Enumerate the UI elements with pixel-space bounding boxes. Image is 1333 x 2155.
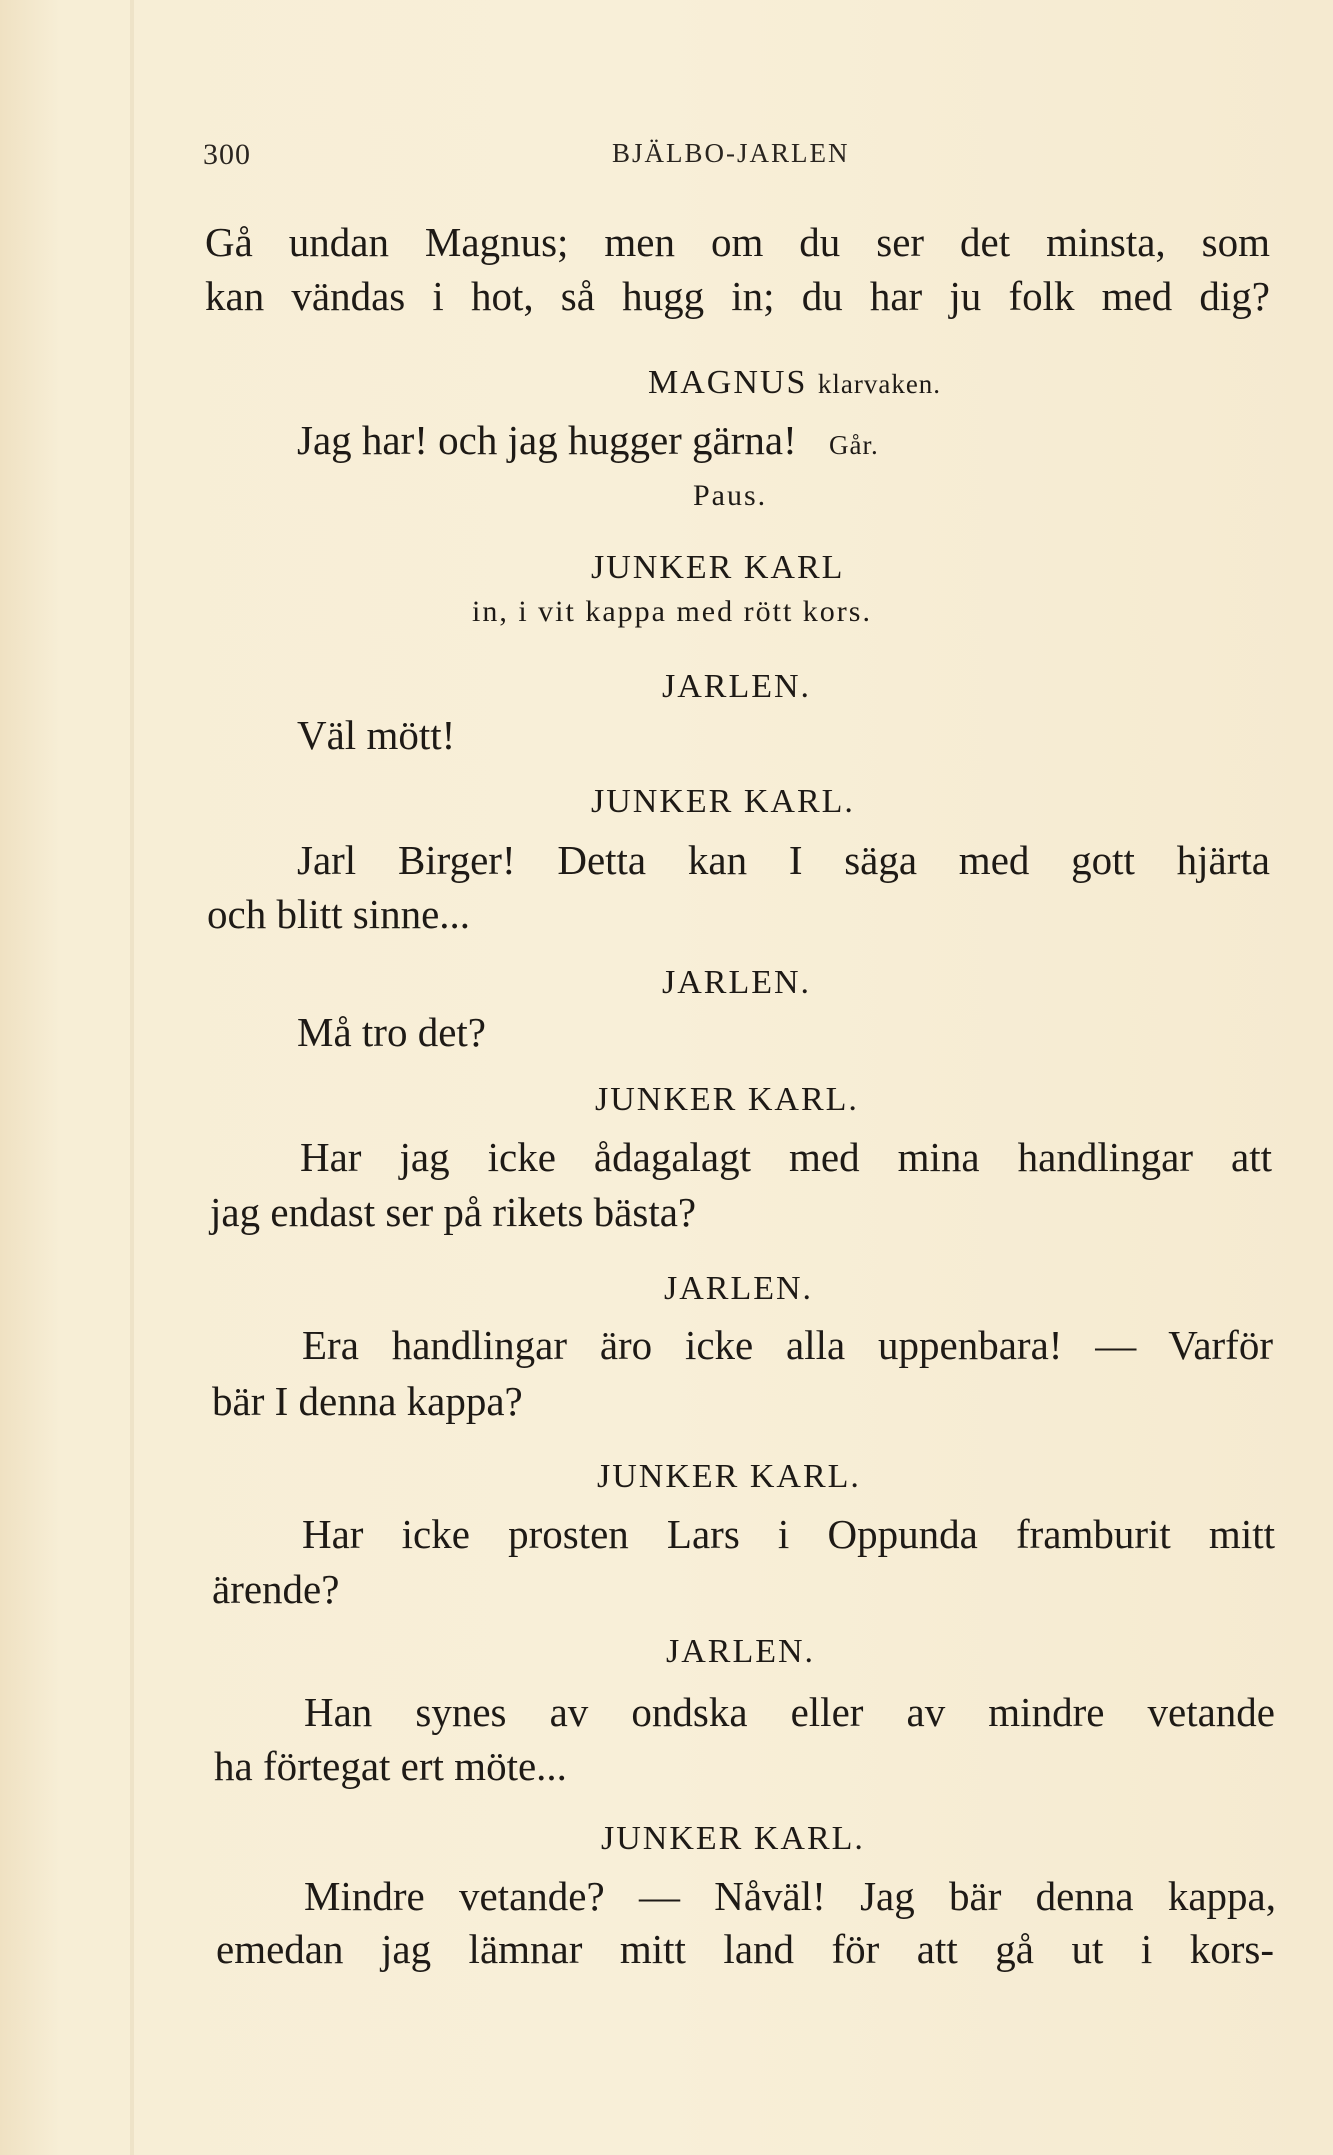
- speaker-name: JUNKER KARL.: [597, 1458, 861, 1495]
- stage-direction: in, i vit kappa med rött kors.: [472, 595, 872, 628]
- dialogue-text: Jag har! och jag hugger gärna!: [297, 417, 797, 463]
- text-line: Jarl Birger! Detta kan I säga med gott hjärta: [297, 837, 1270, 883]
- text-line: Har icke prosten Lars i Oppunda framburit mitt: [302, 1511, 1275, 1557]
- speaker-name: JARLEN.: [666, 1633, 816, 1670]
- text-line: och blitt sinne...: [207, 891, 471, 937]
- text-line: Må tro det?: [297, 1009, 486, 1055]
- text-line: jag endast ser på rikets bästa?: [210, 1189, 697, 1235]
- text-line: Han synes av ondska eller av mindre vetande: [304, 1689, 1275, 1735]
- stage-direction: klarvaken.: [817, 369, 942, 399]
- speaker-name: JUNKER KARL.: [591, 783, 855, 820]
- text-line: Väl mött!: [297, 712, 456, 758]
- speaker-name: JUNKER KARL: [591, 549, 845, 586]
- speaker-name: JUNKER KARL.: [601, 1820, 865, 1857]
- text-line: bär I denna kappa?: [212, 1378, 523, 1424]
- text-line: [297, 417, 879, 463]
- text-line: ha förtegat ert möte...: [214, 1743, 567, 1789]
- speaker-name: JARLEN.: [664, 1270, 814, 1307]
- text-line: Gå undan Magnus; men om du ser det minsta, som: [205, 219, 1270, 265]
- speaker-label: MAGNUS: [648, 364, 808, 401]
- text-line: kan vändas i hot, så hugg in; du har ju folk med dig?: [205, 273, 1270, 319]
- text-line: Mindre vetande? — Nåväl! Jag bär denna kappa,: [304, 1873, 1276, 1919]
- speaker-name: JARLEN.: [662, 964, 812, 1001]
- stage-direction: Paus.: [693, 479, 768, 512]
- speaker-name: [648, 366, 941, 400]
- page-number: 300: [203, 138, 251, 171]
- speaker-name: JARLEN.: [662, 668, 812, 705]
- page-gutter-shadow: [130, 0, 134, 2155]
- text-line: ärende?: [212, 1566, 340, 1612]
- speaker-name: JUNKER KARL.: [595, 1081, 859, 1118]
- text-line: Har jag icke ådagalagt med mina handlingar att: [300, 1134, 1272, 1180]
- stage-direction: Går.: [829, 430, 879, 460]
- running-title: BJÄLBO-JARLEN: [612, 138, 850, 168]
- text-line: emedan jag lämnar mitt land för att gå ut i kors-: [216, 1926, 1274, 1972]
- text-line: Era handlingar äro icke alla uppenbara! — Varför: [302, 1322, 1273, 1368]
